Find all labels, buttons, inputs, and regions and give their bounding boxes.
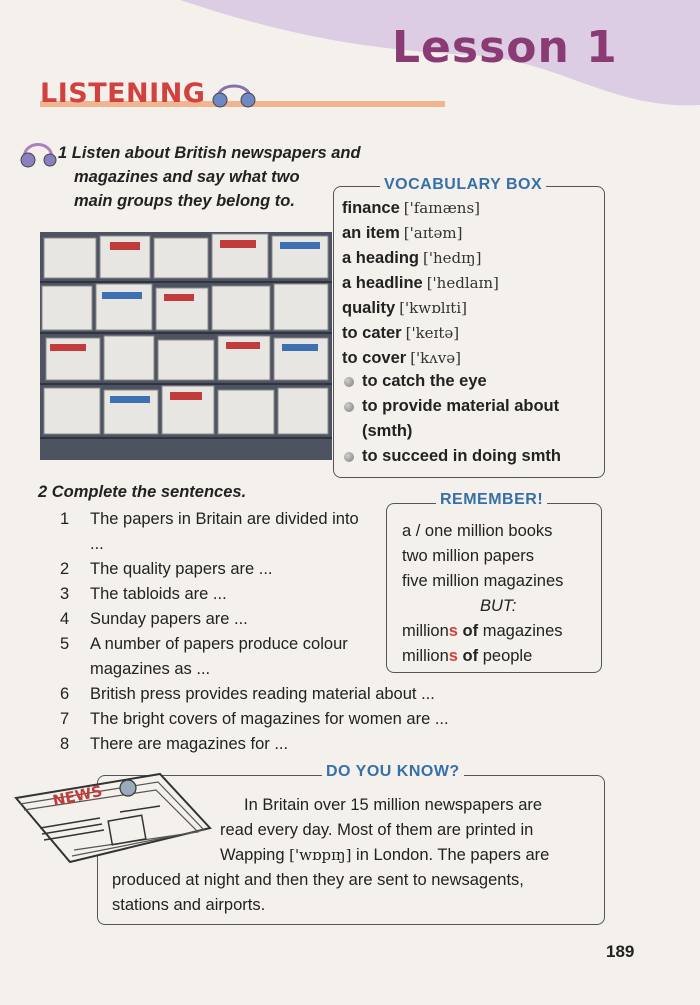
sentence-text: British press provides reading material about ...	[90, 685, 435, 703]
exercise-1-line: 1 Listen about British newspapers and	[58, 144, 361, 162]
sentence-item	[60, 732, 449, 757]
remember-line: a / one million books	[402, 522, 553, 540]
phrase-text: to provide material about	[362, 397, 560, 415]
phrase-list	[344, 369, 561, 469]
plural-suffix: s	[448, 622, 458, 640]
remember-line: two million papers	[402, 547, 535, 565]
phrase-item	[344, 369, 561, 394]
phrase-item	[344, 394, 561, 419]
remember-of: of	[462, 622, 479, 640]
vocabulary-transcription: ['hedɪŋ]	[423, 249, 482, 267]
plural-suffix: s	[448, 647, 458, 665]
remember-list	[402, 519, 563, 669]
sentence-text: The papers in Britain are divided into ...	[90, 510, 359, 553]
dyk-line: read every day. Most of them are printed in	[220, 821, 534, 839]
dyk-line: stations and airports.	[112, 896, 266, 914]
vocabulary-item	[342, 296, 499, 321]
dyk-text-part: in London. The papers are	[356, 846, 550, 864]
sentence-text: A number of papers produce colour magazines as ...	[90, 635, 348, 678]
remember-but: BUT:	[480, 597, 517, 615]
vocabulary-word: to cover	[342, 349, 407, 367]
listening-icon	[16, 132, 62, 178]
sentence-item	[60, 707, 449, 732]
sentence-number: 2	[60, 560, 70, 578]
sentence-text: The bright covers of magazines for women are ...	[90, 710, 449, 728]
phrase-text: (smth)	[362, 422, 413, 440]
sentence-text: There are magazines for ...	[90, 735, 289, 753]
sentence-number: 8	[60, 735, 70, 753]
sentence-number: 7	[60, 710, 70, 728]
phrase-text: to succeed in doing smth	[362, 447, 561, 465]
phrase-text: to catch the eye	[362, 372, 487, 390]
sentence-number: 6	[60, 685, 70, 703]
lesson-title: Lesson 1	[392, 22, 618, 73]
remember-word: million	[402, 622, 449, 640]
dyk-text-part: Wapping	[220, 846, 285, 864]
vocabulary-item	[342, 246, 499, 271]
dyk-line: produced at night and then they are sent to newsagents,	[112, 871, 524, 889]
phrase-item	[344, 444, 561, 469]
vocabulary-list	[342, 196, 499, 371]
vocabulary-word: to cater	[342, 324, 402, 342]
remember-line	[402, 619, 563, 644]
headphones-icon	[210, 76, 258, 112]
exercise-1-line: magazines and say what two	[74, 168, 300, 186]
phrase-item-continuation	[344, 419, 561, 444]
remember-word: million	[402, 647, 449, 665]
dyk-line	[112, 843, 592, 868]
vocabulary-word: a headline	[342, 274, 423, 292]
exercise-1-line: main groups they belong to.	[74, 192, 295, 210]
remember-noun: people	[482, 647, 533, 665]
vocabulary-transcription: ['kwɒlɪti]	[399, 299, 467, 317]
sentence-number: 4	[60, 610, 70, 628]
vocabulary-word: an item	[342, 224, 400, 242]
newspaper-stand-photo	[40, 232, 332, 460]
did-you-know-text	[112, 793, 592, 918]
section-heading: LISTENING	[40, 78, 206, 109]
vocabulary-item	[342, 346, 499, 371]
vocabulary-transcription: ['aɪtəm]	[403, 224, 463, 242]
vocabulary-item	[342, 321, 499, 346]
vocabulary-transcription: ['kʌvə]	[410, 349, 461, 367]
dyk-transcription: ['wɒpɪŋ]	[289, 846, 352, 864]
sentence-text: Sunday papers are ...	[90, 610, 248, 628]
vocabulary-box-title: VOCABULARY BOX	[380, 176, 546, 194]
vocabulary-transcription: ['faɪnæns]	[403, 199, 481, 217]
remember-line: five million magazines	[402, 572, 564, 590]
vocabulary-item	[342, 196, 499, 221]
sentence-item	[60, 682, 449, 707]
vocabulary-transcription: ['hedlaɪn]	[426, 274, 499, 292]
sentence-text: The quality papers are ...	[90, 560, 273, 578]
vocabulary-word: finance	[342, 199, 400, 217]
page-number: 189	[606, 942, 635, 961]
sentence-number: 1	[60, 510, 70, 528]
remember-of: of	[462, 647, 479, 665]
sentence-text: The tabloids are ...	[90, 585, 227, 603]
bullet-icon	[344, 377, 354, 387]
news-label: NEWS	[51, 781, 104, 810]
vocabulary-transcription: ['keɪtə]	[405, 324, 460, 342]
did-you-know-title: DO YOU KNOW?	[322, 763, 464, 781]
exercise-2-heading: 2 Complete the sentences.	[38, 483, 247, 501]
sentence-number: 5	[60, 635, 70, 653]
remember-line	[402, 644, 563, 669]
vocabulary-item	[342, 271, 499, 296]
bullet-icon	[344, 402, 354, 412]
sentence-number: 3	[60, 585, 70, 603]
remember-box-title: REMEMBER!	[436, 491, 547, 509]
bullet-icon	[344, 452, 354, 462]
vocabulary-word: quality	[342, 299, 396, 317]
vocabulary-item	[342, 221, 499, 246]
dyk-line: In Britain over 15 million newspapers are	[244, 796, 543, 814]
remember-noun: magazines	[482, 622, 563, 640]
vocabulary-word: a heading	[342, 249, 420, 267]
